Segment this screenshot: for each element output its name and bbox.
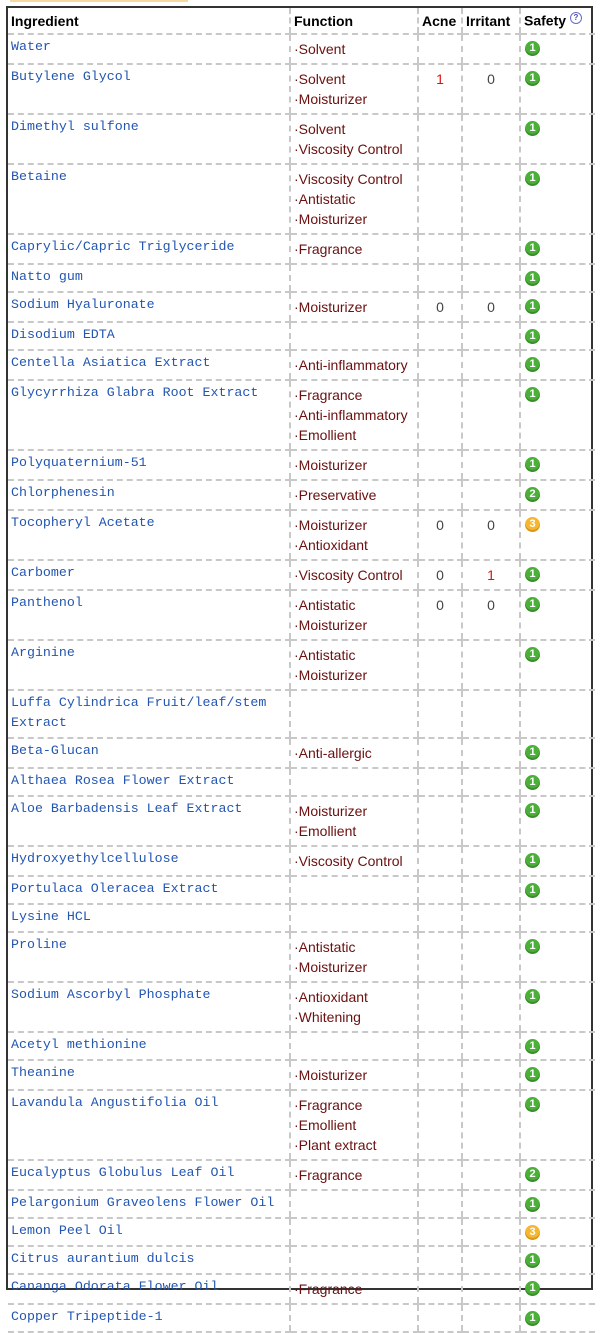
table-row xyxy=(8,846,595,876)
function-item: ·Antioxidant xyxy=(294,989,368,1005)
irritant-score xyxy=(462,982,520,1032)
function-cell xyxy=(290,114,418,164)
acne-score xyxy=(418,640,462,690)
safety-cell xyxy=(520,350,595,380)
acne-score xyxy=(418,1060,462,1090)
acne-score xyxy=(418,1218,462,1246)
safety-badge: 1 xyxy=(525,989,540,1004)
function-item: ·Moisturizer xyxy=(294,617,368,633)
irritant-score xyxy=(462,1090,520,1160)
acne-score xyxy=(418,234,462,264)
function-cell xyxy=(290,322,418,350)
acne-score xyxy=(418,690,462,738)
table-row xyxy=(8,690,595,738)
ingredient-link[interactable]: Caprylic/Capric Triglyceride xyxy=(8,234,290,264)
acne-score xyxy=(418,1090,462,1160)
table-row xyxy=(8,932,595,982)
function-cell xyxy=(290,380,418,450)
safety-cell xyxy=(520,1090,595,1160)
function-item: ·Fragrance xyxy=(294,1097,363,1113)
acne-score xyxy=(418,1032,462,1060)
table-row xyxy=(8,114,595,164)
acne-score xyxy=(418,846,462,876)
irritant-score xyxy=(462,350,520,380)
function-cell xyxy=(290,640,418,690)
ingredient-link[interactable]: Chlorphenesin xyxy=(8,480,290,510)
safety-cell xyxy=(520,234,595,264)
safety-cell xyxy=(520,292,595,322)
ingredient-link[interactable]: Natto gum xyxy=(8,264,290,292)
function-item: ·Solvent xyxy=(294,41,346,57)
ingredient-link[interactable]: Carbomer xyxy=(8,560,290,590)
acne-score xyxy=(418,876,462,904)
ingredient-link[interactable]: Dimethyl sulfone xyxy=(8,114,290,164)
function-cell xyxy=(290,292,418,322)
irritant-score xyxy=(462,164,520,234)
function-item: ·Moisturizer xyxy=(294,91,368,107)
function-cell xyxy=(290,932,418,982)
irritant-score xyxy=(462,480,520,510)
table-row xyxy=(8,1032,595,1060)
function-item: ·Antistatic xyxy=(294,597,356,613)
ingredient-link[interactable]: Lysine HCL xyxy=(8,904,290,932)
function-cell xyxy=(290,480,418,510)
function-item: ·Moisturizer xyxy=(294,959,368,975)
irritant-score xyxy=(462,1160,520,1190)
safety-cell xyxy=(520,1190,595,1218)
function-item: ·Antistatic xyxy=(294,939,356,955)
safety-badge: 1 xyxy=(525,387,540,402)
function-item: ·Moisturizer xyxy=(294,667,368,683)
function-item: ·Fragrance xyxy=(294,241,363,257)
ingredient-link[interactable]: Glycyrrhiza Glabra Root Extract xyxy=(8,380,290,450)
safety-cell xyxy=(520,64,595,114)
table-row xyxy=(8,640,595,690)
ingredient-table xyxy=(8,8,595,1333)
safety-cell xyxy=(520,1218,595,1246)
safety-badge: 1 xyxy=(525,597,540,612)
irritant-score xyxy=(462,264,520,292)
ingredient-link[interactable]: Water xyxy=(8,34,290,64)
function-cell xyxy=(290,768,418,796)
table-row xyxy=(8,904,595,932)
ingredient-link[interactable]: Eucalyptus Globulus Leaf Oil xyxy=(8,1160,290,1190)
safety-cell xyxy=(520,690,595,738)
acne-score xyxy=(418,1190,462,1218)
acne-score: 0 xyxy=(418,560,462,590)
function-item: ·Viscosity Control xyxy=(294,853,403,869)
safety-badge: 1 xyxy=(525,1281,540,1296)
acne-score xyxy=(418,322,462,350)
safety-cell xyxy=(520,510,595,560)
safety-badge: 1 xyxy=(525,939,540,954)
top-accent-bar xyxy=(10,0,188,2)
table-row xyxy=(8,164,595,234)
safety-badge: 1 xyxy=(525,41,540,56)
irritant-score xyxy=(462,1060,520,1090)
safety-badge: 1 xyxy=(525,1311,540,1326)
table-row xyxy=(8,480,595,510)
function-item: ·Antistatic xyxy=(294,647,356,663)
table-row xyxy=(8,1304,595,1332)
ingredient-link[interactable]: Polyquaternium-51 xyxy=(8,450,290,480)
table-row xyxy=(8,450,595,480)
function-item: ·Emollient xyxy=(294,823,357,839)
safety-cell xyxy=(520,560,595,590)
table-row xyxy=(8,768,595,796)
safety-cell xyxy=(520,738,595,768)
acne-score: 1 xyxy=(418,64,462,114)
ingredient-link[interactable]: Althaea Rosea Flower Extract xyxy=(8,768,290,796)
ingredient-link[interactable]: Pelargonium Graveolens Flower Oil xyxy=(8,1190,290,1218)
function-cell xyxy=(290,796,418,846)
table-row xyxy=(8,510,595,560)
safety-badge: 1 xyxy=(525,883,540,898)
irritant-score xyxy=(462,1304,520,1332)
table-row xyxy=(8,380,595,450)
table-row xyxy=(8,560,595,590)
safety-badge: 1 xyxy=(525,457,540,472)
safety-cell xyxy=(520,876,595,904)
safety-cell xyxy=(520,846,595,876)
acne-score xyxy=(418,480,462,510)
table-row xyxy=(8,1060,595,1090)
acne-score xyxy=(418,34,462,64)
safety-badge: 1 xyxy=(525,1067,540,1082)
table-row xyxy=(8,34,595,64)
irritant-score xyxy=(462,768,520,796)
function-item: ·Antioxidant xyxy=(294,537,368,553)
function-item: ·Moisturizer xyxy=(294,211,368,227)
safety-badge: 1 xyxy=(525,329,540,344)
ingredient-link[interactable]: Tocopheryl Acetate xyxy=(8,510,290,560)
safety-cell xyxy=(520,1246,595,1274)
function-cell xyxy=(290,1274,418,1304)
function-item: ·Moisturizer xyxy=(294,803,368,819)
table-row xyxy=(8,322,595,350)
ingredient-link[interactable]: Luffa Cylindrica Fruit/leaf/stem Extract xyxy=(8,690,290,738)
function-item: ·Viscosity Control xyxy=(294,567,403,583)
table-row xyxy=(8,1274,595,1304)
function-item: ·Preservative xyxy=(294,487,377,503)
acne-score xyxy=(418,1246,462,1274)
acne-score: 0 xyxy=(418,292,462,322)
function-cell xyxy=(290,34,418,64)
safety-badge: 1 xyxy=(525,171,540,186)
acne-score xyxy=(418,450,462,480)
irritant-score xyxy=(462,932,520,982)
acne-score xyxy=(418,982,462,1032)
ingredient-link[interactable]: Proline xyxy=(8,932,290,982)
safety-badge: 1 xyxy=(525,745,540,760)
acne-score xyxy=(418,1274,462,1304)
ingredient-link[interactable]: Lemon Peel Oil xyxy=(8,1218,290,1246)
acne-score xyxy=(418,114,462,164)
irritant-score xyxy=(462,690,520,738)
irritant-score: 0 xyxy=(462,510,520,560)
acne-score xyxy=(418,796,462,846)
function-item: ·Anti-inflammatory xyxy=(294,407,408,423)
function-cell xyxy=(290,1060,418,1090)
function-cell xyxy=(290,264,418,292)
safety-cell xyxy=(520,982,595,1032)
irritant-score xyxy=(462,904,520,932)
table-row xyxy=(8,234,595,264)
function-cell xyxy=(290,560,418,590)
column-header-irritant[interactable]: Irritant xyxy=(462,8,520,34)
column-header-acne[interactable]: Acne xyxy=(418,8,462,34)
safety-badge: 1 xyxy=(525,1039,540,1054)
acne-score xyxy=(418,164,462,234)
ingredient-link[interactable]: Citrus aurantium dulcis xyxy=(8,1246,290,1274)
ingredient-link[interactable]: Hydroxyethylcellulose xyxy=(8,846,290,876)
irritant-score xyxy=(462,876,520,904)
column-header-ingredient[interactable]: Ingredient xyxy=(8,8,290,34)
safety-cell xyxy=(520,640,595,690)
ingredient-table-container xyxy=(6,6,593,1324)
ingredient-link[interactable]: Sodium Ascorbyl Phosphate xyxy=(8,982,290,1032)
function-item: ·Antistatic xyxy=(294,191,356,207)
irritant-score xyxy=(462,450,520,480)
safety-badge: 2 xyxy=(525,487,540,502)
safety-cell xyxy=(520,114,595,164)
irritant-score xyxy=(462,796,520,846)
function-cell xyxy=(290,510,418,560)
safety-badge: 1 xyxy=(525,1197,540,1212)
ingredient-link[interactable]: Disodium EDTA xyxy=(8,322,290,350)
irritant-score xyxy=(462,640,520,690)
acne-score xyxy=(418,768,462,796)
function-cell xyxy=(290,350,418,380)
acne-score xyxy=(418,738,462,768)
irritant-score xyxy=(462,1032,520,1060)
function-cell xyxy=(290,1304,418,1332)
function-cell xyxy=(290,904,418,932)
function-item: ·Solvent xyxy=(294,121,346,137)
safety-cell xyxy=(520,932,595,982)
safety-cell xyxy=(520,380,595,450)
safety-badge: 1 xyxy=(525,299,540,314)
safety-cell xyxy=(520,796,595,846)
safety-badge: 1 xyxy=(525,647,540,662)
acne-score xyxy=(418,264,462,292)
safety-badge: 1 xyxy=(525,71,540,86)
ingredient-link[interactable]: Aloe Barbadensis Leaf Extract xyxy=(8,796,290,846)
safety-cell xyxy=(520,322,595,350)
safety-badge: 3 xyxy=(525,1225,540,1240)
irritant-score xyxy=(462,322,520,350)
function-cell xyxy=(290,234,418,264)
table-row xyxy=(8,1218,595,1246)
irritant-score xyxy=(462,234,520,264)
table-row xyxy=(8,264,595,292)
safety-badge: 1 xyxy=(525,567,540,582)
table-row xyxy=(8,590,595,640)
ingredient-link[interactable]: Beta-Glucan xyxy=(8,738,290,768)
function-item: ·Moisturizer xyxy=(294,457,368,473)
irritant-score xyxy=(462,114,520,164)
function-item: ·Fragrance xyxy=(294,387,363,403)
function-cell xyxy=(290,846,418,876)
irritant-score: 0 xyxy=(462,64,520,114)
safety-cell xyxy=(520,590,595,640)
safety-cell xyxy=(520,1274,595,1304)
function-cell xyxy=(290,1090,418,1160)
ingredient-link[interactable]: Lavandula Angustifolia Oil xyxy=(8,1090,290,1160)
function-cell xyxy=(290,738,418,768)
safety-cell xyxy=(520,34,595,64)
safety-badge: 1 xyxy=(525,357,540,372)
table-row xyxy=(8,796,595,846)
irritant-score xyxy=(462,738,520,768)
table-row xyxy=(8,876,595,904)
ingredient-link[interactable]: Betaine xyxy=(8,164,290,234)
irritant-score: 0 xyxy=(462,292,520,322)
ingredient-link[interactable]: Copper Tripeptide-1 xyxy=(8,1304,290,1332)
function-item: ·Fragrance xyxy=(294,1167,363,1183)
table-row xyxy=(8,1246,595,1274)
table-row xyxy=(8,64,595,114)
table-row xyxy=(8,738,595,768)
help-icon[interactable]: ? xyxy=(570,12,582,24)
safety-badge: 1 xyxy=(525,803,540,818)
safety-badge: 2 xyxy=(525,1167,540,1182)
ingredient-link[interactable]: Theanine xyxy=(8,1060,290,1090)
acne-score: 0 xyxy=(418,510,462,560)
acne-score: 0 xyxy=(418,590,462,640)
function-cell xyxy=(290,1190,418,1218)
irritant-score xyxy=(462,1246,520,1274)
safety-cell xyxy=(520,264,595,292)
table-header-row xyxy=(8,8,595,34)
acne-score xyxy=(418,1304,462,1332)
function-item: ·Emollient xyxy=(294,1117,357,1133)
function-item: ·Anti-inflammatory xyxy=(294,357,408,373)
ingredient-link[interactable]: Sodium Hyaluronate xyxy=(8,292,290,322)
function-cell xyxy=(290,1160,418,1190)
function-cell xyxy=(290,876,418,904)
safety-badge: 1 xyxy=(525,241,540,256)
acne-score xyxy=(418,350,462,380)
acne-score xyxy=(418,1160,462,1190)
irritant-score xyxy=(462,1218,520,1246)
safety-cell xyxy=(520,480,595,510)
safety-badge: 1 xyxy=(525,1253,540,1268)
function-cell xyxy=(290,982,418,1032)
table-row xyxy=(8,1190,595,1218)
function-item: ·Emollient xyxy=(294,427,357,443)
safety-badge: 1 xyxy=(525,775,540,790)
safety-badge: 1 xyxy=(525,271,540,286)
function-item: ·Viscosity Control xyxy=(294,141,403,157)
safety-cell xyxy=(520,450,595,480)
column-header-function[interactable]: Function xyxy=(290,8,418,34)
function-cell xyxy=(290,164,418,234)
irritant-score: 0 xyxy=(462,590,520,640)
safety-cell xyxy=(520,164,595,234)
ingredient-link[interactable]: Portulaca Oleracea Extract xyxy=(8,876,290,904)
irritant-score xyxy=(462,846,520,876)
table-row xyxy=(8,1090,595,1160)
safety-badge: 1 xyxy=(525,1097,540,1112)
acne-score xyxy=(418,904,462,932)
ingredient-link[interactable]: Panthenol xyxy=(8,590,290,640)
irritant-score xyxy=(462,1190,520,1218)
function-cell xyxy=(290,1218,418,1246)
column-header-safety[interactable] xyxy=(520,8,595,34)
safety-cell xyxy=(520,1160,595,1190)
function-item: ·Moisturizer xyxy=(294,517,368,533)
function-item: ·Viscosity Control xyxy=(294,171,403,187)
function-cell xyxy=(290,590,418,640)
safety-badge: 1 xyxy=(525,853,540,868)
irritant-score: 1 xyxy=(462,560,520,590)
function-item: ·Anti-allergic xyxy=(294,745,372,761)
ingredient-link[interactable]: Centella Asiatica Extract xyxy=(8,350,290,380)
ingredient-link[interactable]: Butylene Glycol xyxy=(8,64,290,114)
ingredient-link[interactable]: Cananga Odorata Flower Oil xyxy=(8,1274,290,1304)
table-row xyxy=(8,350,595,380)
function-cell xyxy=(290,690,418,738)
function-cell xyxy=(290,64,418,114)
safety-cell xyxy=(520,1060,595,1090)
irritant-score xyxy=(462,34,520,64)
acne-score xyxy=(418,380,462,450)
function-cell xyxy=(290,1246,418,1274)
safety-cell xyxy=(520,768,595,796)
function-item: ·Moisturizer xyxy=(294,299,368,315)
safety-badge: 1 xyxy=(525,121,540,136)
acne-score xyxy=(418,932,462,982)
irritant-score xyxy=(462,380,520,450)
function-item: ·Moisturizer xyxy=(294,1067,368,1083)
column-header-safety-label: Safety xyxy=(524,12,567,29)
table-row xyxy=(8,982,595,1032)
ingredient-link[interactable]: Arginine xyxy=(8,640,290,690)
ingredient-link[interactable]: Acetyl methionine xyxy=(8,1032,290,1060)
safety-cell xyxy=(520,904,595,932)
function-item: ·Fragrance xyxy=(294,1281,363,1297)
function-item: ·Solvent xyxy=(294,71,346,87)
safety-badge: 3 xyxy=(525,517,540,532)
table-row xyxy=(8,1160,595,1190)
irritant-score xyxy=(462,1274,520,1304)
function-item: ·Whitening xyxy=(294,1009,361,1025)
function-cell xyxy=(290,450,418,480)
safety-cell xyxy=(520,1304,595,1332)
function-item: ·Plant extract xyxy=(294,1137,377,1153)
safety-cell xyxy=(520,1032,595,1060)
function-cell xyxy=(290,1032,418,1060)
table-row xyxy=(8,292,595,322)
